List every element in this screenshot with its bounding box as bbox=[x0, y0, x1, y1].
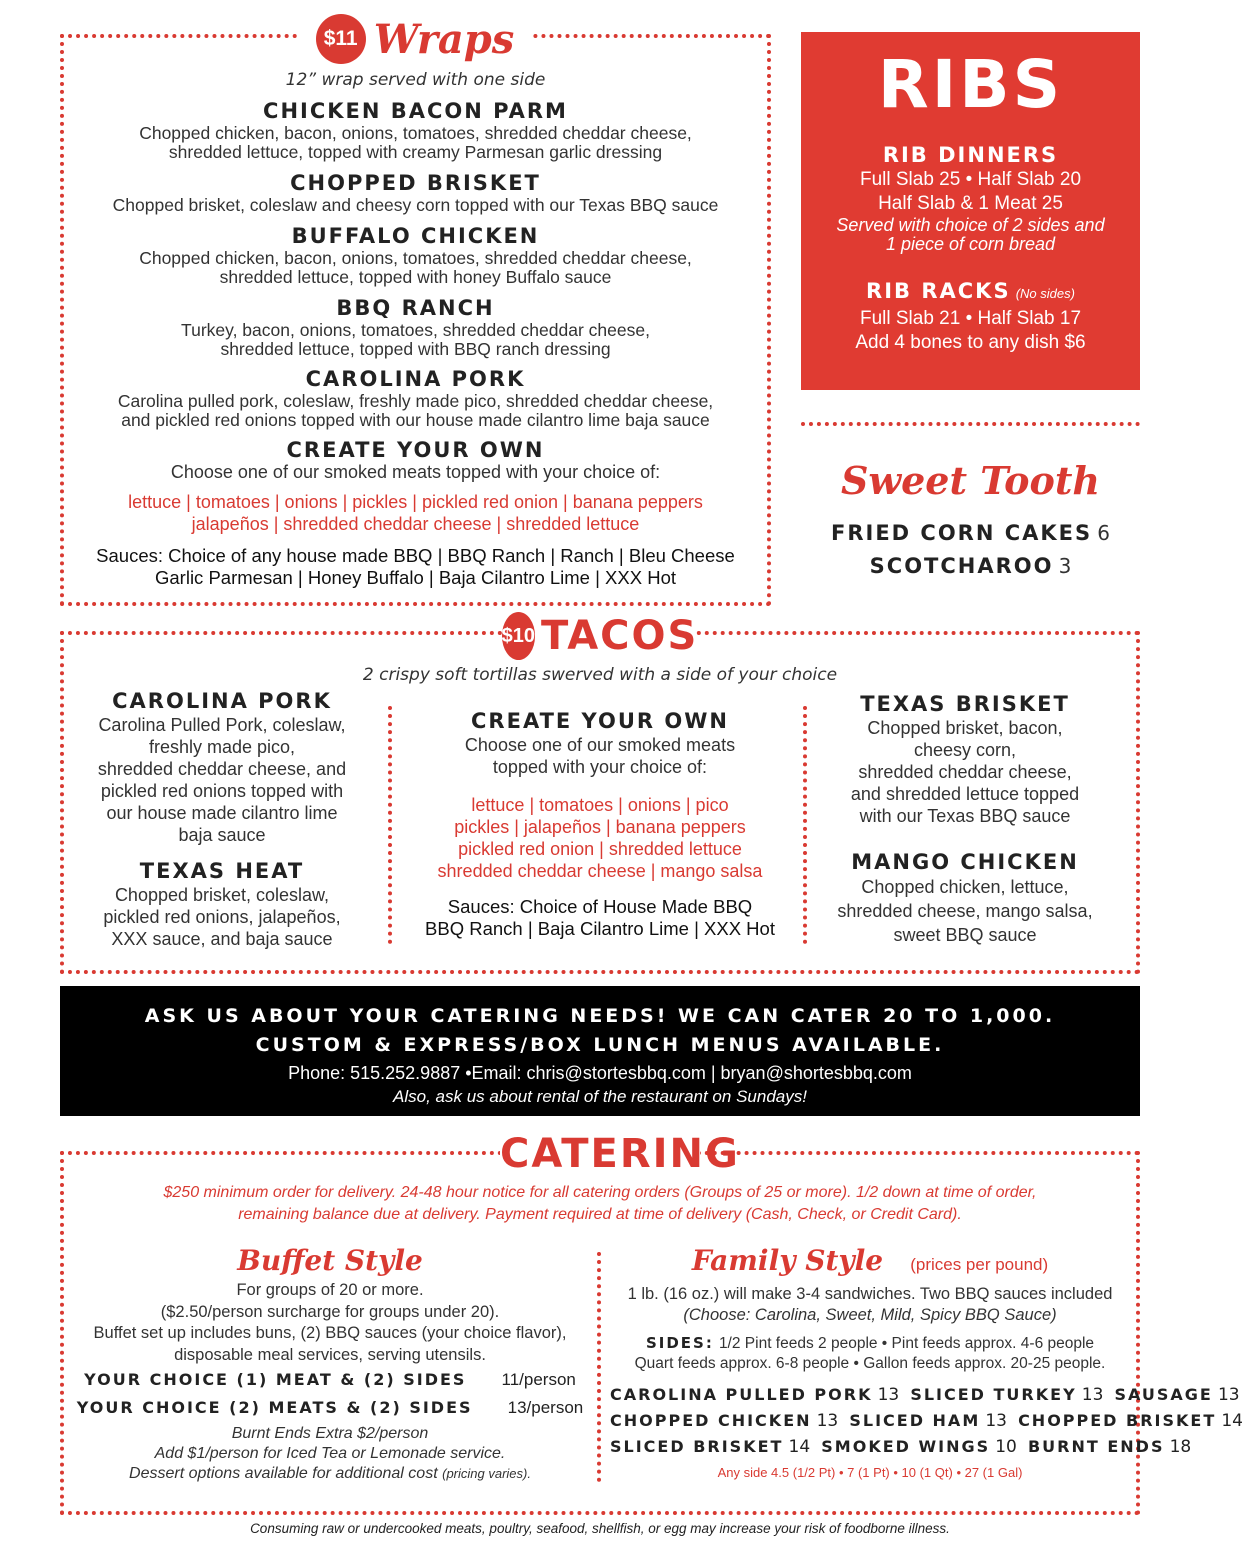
wrap-item-desc: Turkey, bacon, onions, tomatoes, shredded cheddar cheese, bbox=[181, 320, 650, 340]
wrap-item bbox=[64, 366, 767, 437]
family-meat-price: 13 bbox=[877, 1385, 900, 1405]
wrap-item-desc: Chopped brisket, coleslaw and cheesy corn topped with our Texas BBQ sauce bbox=[112, 195, 719, 215]
buffet-extra: Burnt Ends Extra $2/person bbox=[231, 1425, 429, 1442]
family-meat-name: SLICED BRISKET bbox=[610, 1437, 784, 1456]
tacos-title: TACOS bbox=[541, 613, 699, 659]
taco-toppings-line: pickled red onion | shredded lettuce bbox=[458, 839, 742, 859]
catering-divider bbox=[597, 1252, 601, 1482]
tacos-heading bbox=[501, 610, 699, 662]
rib-racks-title: RIB RACKS bbox=[866, 279, 1011, 303]
taco-desc: pickled red onions topped with bbox=[100, 781, 344, 801]
taco-desc: our house made cilantro lime bbox=[106, 803, 338, 823]
taco-desc: topped with your choice of: bbox=[492, 757, 708, 777]
rib-racks-line: Full Slab 21 • Half Slab 17 bbox=[859, 308, 1082, 329]
family-title: Family Style bbox=[691, 1244, 884, 1277]
rib-dinners-note: 1 piece of corn bread bbox=[885, 234, 1056, 254]
taco-desc: Chopped chicken, lettuce, bbox=[861, 877, 1069, 897]
wraps-subtitle: 12” wrap served with one side bbox=[285, 70, 546, 90]
wraps-sauces-line: Garlic Parmesan | Honey Buffalo | Baja Cilantro Lime | XXX Hot bbox=[155, 567, 676, 588]
sweet-item-name: FRIED CORN CAKES bbox=[831, 521, 1093, 545]
catering-notice-line: $250 minimum order for delivery. 24-48 hour notice for all catering orders (Groups of 25 or more). 1/2 down at time of order, bbox=[163, 1184, 1037, 1201]
buffet-extra bbox=[70, 1464, 590, 1484]
wrap-item-name: CHICKEN BACON PARM bbox=[263, 99, 568, 123]
family-sides-text: 1/2 Pint feeds 2 people • Pint feeds approx. 4-6 people bbox=[718, 1335, 1095, 1352]
taco-toppings-line: shredded cheddar cheese | mango salsa bbox=[437, 861, 763, 881]
taco-desc: and shredded lettuce topped bbox=[850, 784, 1080, 804]
buffet-choice-name: YOUR CHOICE (2) MEATS & (2) SIDES bbox=[76, 1398, 473, 1417]
family-meat-name: SLICED HAM bbox=[849, 1411, 981, 1430]
taco-desc: shredded cheese, mango salsa, bbox=[837, 901, 1093, 921]
wraps-price-badge: $11 bbox=[316, 14, 366, 64]
rib-dinners-line: Full Slab 25 • Half Slab 20 bbox=[859, 169, 1082, 190]
wrap-item-desc: and pickled red onions topped with our house made cilantro lime baja sauce bbox=[121, 410, 710, 430]
buffet-choice bbox=[70, 1366, 590, 1394]
buffet-choice bbox=[70, 1394, 590, 1422]
family-meat-name: SLICED TURKEY bbox=[910, 1385, 1077, 1404]
footer-disclaimer: Consuming raw or undercooked meats, poultry, seafood, shellfish, or egg may increase your risk of foodborne illness. bbox=[250, 1521, 950, 1536]
taco-item-name: CREATE YOUR OWN bbox=[471, 709, 729, 733]
family-meat-price: 10 bbox=[995, 1437, 1017, 1457]
wrap-item-desc: Chopped chicken, bacon, onions, tomatoes, shredded cheddar cheese, bbox=[139, 123, 692, 143]
taco-desc: Chopped brisket, coleslaw, bbox=[114, 885, 330, 905]
buffet-extra: Add $1/person for Iced Tea or Lemonade service. bbox=[154, 1445, 506, 1462]
taco-item-name: MANGO CHICKEN bbox=[851, 850, 1079, 874]
wrap-item-desc: shredded lettuce, topped with creamy Parmesan garlic dressing bbox=[168, 142, 663, 162]
buffet-extra-text: Dessert options available for additional cost bbox=[129, 1465, 438, 1482]
rib-dinners-title: RIB DINNERS bbox=[882, 143, 1059, 167]
buffet-choice-price: 11/person bbox=[501, 1370, 576, 1389]
tacos-divider-right bbox=[803, 706, 807, 944]
ribs-box bbox=[801, 32, 1140, 390]
taco-item-name: TEXAS HEAT bbox=[139, 859, 305, 883]
wrap-item-name: CAROLINA PORK bbox=[305, 367, 526, 391]
catering-notice-line: remaining balance due at delivery. Payment required at time of delivery (Cash, Check, or Credit Card). bbox=[238, 1206, 962, 1223]
family-sides bbox=[610, 1332, 1130, 1354]
taco-desc: Choose one of our smoked meats bbox=[464, 735, 736, 755]
family-column bbox=[610, 1242, 1243, 1486]
tacos-col-left bbox=[72, 688, 372, 950]
wraps-heading bbox=[300, 14, 530, 64]
taco-desc: Chopped brisket, bacon, bbox=[867, 718, 1063, 738]
buffet-column bbox=[70, 1242, 590, 1484]
sweet-items bbox=[801, 518, 1140, 584]
taco-desc: XXX sauce, and baja sauce bbox=[111, 929, 333, 949]
banner-note: Also, ask us about rental of the restaurant on Sundays! bbox=[393, 1087, 807, 1106]
taco-desc: shredded cheddar cheese, bbox=[858, 762, 1072, 782]
tacos-price-badge: $10 bbox=[502, 612, 535, 660]
family-sides-label: SIDES: bbox=[645, 1334, 714, 1352]
taco-desc: pickled red onions, jalapeños, bbox=[103, 907, 341, 927]
wraps-toppings-line: jalapeños | shredded cheddar cheese | shredded lettuce bbox=[191, 514, 640, 534]
family-meat-price: 13 bbox=[1217, 1385, 1240, 1405]
family-line: 1 lb. (16 oz.) will make 3-4 sandwiches. Two BBQ sauces included bbox=[627, 1285, 1113, 1303]
wrap-item-name: CHOPPED BRISKET bbox=[290, 171, 541, 195]
taco-desc: freshly made pico, bbox=[148, 737, 296, 757]
taco-desc: cheesy corn, bbox=[913, 740, 1017, 760]
catering-title: CATERING bbox=[500, 1131, 740, 1177]
family-meat-row bbox=[610, 1434, 1192, 1460]
family-price-note: (prices per pound) bbox=[910, 1255, 1049, 1274]
banner-line: CUSTOM & EXPRESS/BOX LUNCH MENUS AVAILABLE. bbox=[255, 1034, 945, 1056]
family-meat-row bbox=[610, 1382, 1240, 1408]
buffet-title: Buffet Style bbox=[237, 1244, 423, 1277]
wrap-item-desc: Carolina pulled pork, coleslaw, freshly made pico, shredded cheddar cheese, bbox=[117, 391, 714, 411]
sweet-divider bbox=[801, 422, 1140, 426]
wrap-item-desc: Chopped chicken, bacon, onions, tomatoes, shredded cheddar cheese, bbox=[139, 248, 692, 268]
banner-contact: Phone: 515.252.9887 •Email: chris@stortesbbq.com | bryan@shortesbbq.com bbox=[288, 1063, 912, 1083]
wrap-item bbox=[64, 295, 767, 366]
family-meat-name: CHOPPED BRISKET bbox=[1018, 1411, 1217, 1430]
buffet-line: ($2.50/person surcharge for groups under 20). bbox=[160, 1302, 500, 1321]
family-meat-name: SMOKED WINGS bbox=[821, 1437, 991, 1456]
catering-banner bbox=[60, 986, 1140, 1116]
family-line: (Choose: Carolina, Sweet, Mild, Spicy BBQ Sauce) bbox=[683, 1306, 1057, 1324]
sweet-item-price: 6 bbox=[1097, 521, 1110, 545]
sweet-title: Sweet Tooth bbox=[840, 458, 1101, 503]
wraps-sauces-line: Sauces: Choice of any house made BBQ | BBQ Ranch | Ranch | Bleu Cheese bbox=[96, 545, 735, 566]
rib-dinners-line: Half Slab & 1 Meat 25 bbox=[878, 193, 1063, 214]
wraps-toppings-line: lettuce | tomatoes | onions | pickles | pickled red onion | banana peppers bbox=[128, 492, 703, 512]
sweet-item bbox=[801, 518, 1140, 550]
family-meat-row bbox=[610, 1408, 1243, 1434]
taco-item-name: TEXAS BRISKET bbox=[860, 692, 1070, 716]
catering-notice bbox=[64, 1182, 1136, 1226]
sweet-item-price: 3 bbox=[1058, 554, 1072, 578]
tacos-divider-left bbox=[388, 706, 392, 944]
taco-desc: shredded cheddar cheese, and bbox=[97, 759, 347, 779]
wrap-item-desc: shredded lettuce, topped with BBQ ranch dressing bbox=[220, 339, 611, 359]
family-meat-name: BURNT ENDS bbox=[1027, 1437, 1165, 1456]
rib-racks-heading bbox=[801, 278, 1140, 307]
buffet-choice-price: 13/person bbox=[507, 1398, 584, 1417]
wrap-item-name: BUFFALO CHICKEN bbox=[291, 224, 540, 248]
wrap-item bbox=[64, 170, 767, 223]
tacos-subtitle: 2 crispy soft tortillas swerved with a side of your choice bbox=[362, 665, 838, 685]
banner-line: ASK US ABOUT YOUR CATERING NEEDS! WE CAN CATER 20 TO 1,000. bbox=[144, 1005, 1056, 1027]
wrap-item bbox=[64, 223, 767, 295]
wrap-item-desc: Choose one of our smoked meats topped with your choice of: bbox=[170, 462, 661, 482]
wrap-item-name: CREATE YOUR OWN bbox=[286, 438, 545, 462]
family-meat-price: 18 bbox=[1169, 1437, 1192, 1457]
taco-sauces-line: Sauces: Choice of House Made BBQ bbox=[447, 896, 753, 917]
family-meat-price: 14 bbox=[1221, 1411, 1243, 1431]
sweet-item bbox=[801, 550, 1140, 584]
tacos-col-center bbox=[400, 708, 800, 940]
family-meat-price: 13 bbox=[1081, 1385, 1104, 1405]
buffet-line: Buffet set up includes buns, (2) BBQ sauces (your choice flavor), bbox=[93, 1324, 567, 1342]
family-meat-name: CAROLINA PULLED PORK bbox=[610, 1385, 873, 1404]
taco-desc: sweet BBQ sauce bbox=[893, 925, 1037, 945]
buffet-choice-name: YOUR CHOICE (1) MEAT & (2) SIDES bbox=[84, 1370, 467, 1389]
catering-heading bbox=[500, 1130, 740, 1178]
wrap-item bbox=[64, 437, 767, 482]
wrap-item-desc: shredded lettuce, topped with honey Buffalo sauce bbox=[219, 267, 612, 287]
rib-racks-line: Add 4 bones to any dish $6 bbox=[855, 332, 1086, 353]
buffet-extra-small: (pricing varies). bbox=[442, 1466, 531, 1481]
family-meat-price: 13 bbox=[985, 1411, 1007, 1431]
family-meat-price: 14 bbox=[788, 1437, 811, 1457]
wrap-item-name: BBQ RANCH bbox=[336, 296, 495, 320]
taco-desc: baja sauce bbox=[178, 825, 266, 845]
taco-item-name: CAROLINA PORK bbox=[112, 689, 332, 713]
family-meat-name: CHOPPED CHICKEN bbox=[610, 1411, 812, 1430]
sweet-item-name: SCOTCHAROO bbox=[869, 554, 1054, 578]
wraps-title: Wraps bbox=[373, 15, 515, 63]
rib-dinners-note: Served with choice of 2 sides and bbox=[836, 215, 1105, 235]
ribs-title: RIBS bbox=[877, 46, 1064, 123]
buffet-line: disposable meal services, serving utensils. bbox=[174, 1345, 486, 1364]
wraps-items bbox=[64, 98, 767, 589]
taco-toppings-line: lettuce | tomatoes | onions | pico bbox=[471, 795, 729, 815]
taco-sauces-line: BBQ Ranch | Baja Cilantro Lime | XXX Hot bbox=[425, 918, 775, 939]
buffet-line: For groups of 20 or more. bbox=[236, 1281, 424, 1299]
family-sides-prices: Any side 4.5 (1/2 Pt) • 7 (1 Pt) • 10 (1 Qt) • 27 (1 Gal) bbox=[717, 1465, 1023, 1480]
rib-racks-note: (No sides) bbox=[1015, 286, 1075, 301]
family-heading bbox=[610, 1242, 1130, 1284]
tacos-col-right bbox=[815, 691, 1115, 947]
family-meat-name: SAUSAGE bbox=[1114, 1385, 1213, 1404]
family-sides-text: Quart feeds approx. 6-8 people • Gallon feeds approx. 20-25 people. bbox=[634, 1355, 1106, 1372]
taco-desc: Carolina Pulled Pork, coleslaw, bbox=[98, 715, 346, 735]
family-meat-price: 13 bbox=[816, 1411, 839, 1431]
taco-toppings-line: pickles | jalapeños | banana peppers bbox=[454, 817, 746, 837]
wrap-item bbox=[64, 98, 767, 170]
taco-desc: with our Texas BBQ sauce bbox=[859, 806, 1071, 826]
